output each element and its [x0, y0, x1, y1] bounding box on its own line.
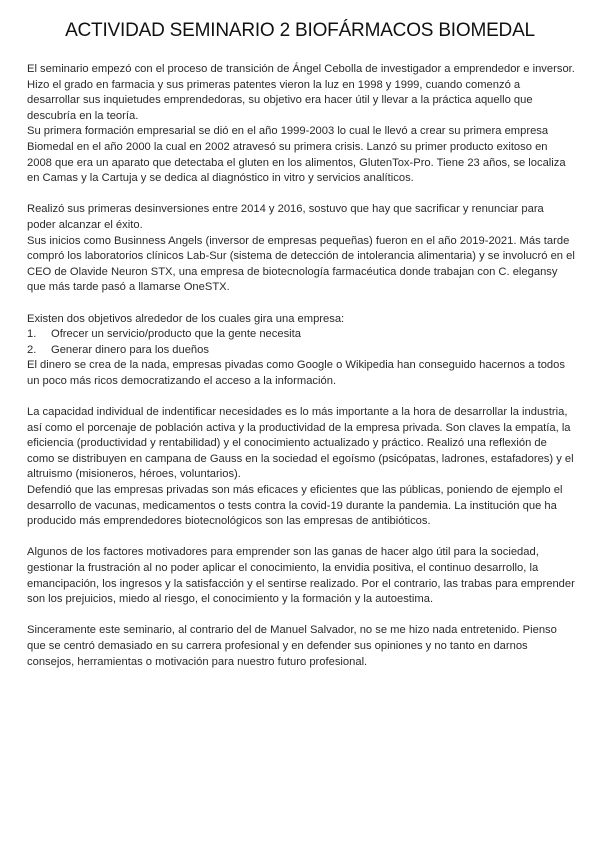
paragraph-money: El dinero se crea de la nada, empresas pivadas como Google o Wikipedia han conseguido hacernos a todos un poco más ricos democratizando el acceso a la información.: [27, 359, 565, 387]
paragraph-business-angels: Sus inicios como Businness Angels (inversor de empresas pequeñas) fueron en el año 2019-2021. Más tarde compró los laboratorios clínicos Lab-Sur (sistema de detección de intolerancia alimentaria) y se involucró en el CEO de Olavide Neuron STX, una empresa de biotecnología farmacéutica donde trabajan con C. elegansy que más tarde pasó a llamarse OneSTX.: [27, 234, 575, 294]
paragraph-intro: El seminario empezó con el proceso de transición de Ángel Cebolla de investigador a emprendedor e inversor. Hizo el grado en farmacia y sus primeras patentes vieron la luz en 1998 y 1999, cuando comenzó a desarrollar sus inquietudes emprendedoras, su objetivo era hacer útil y llevar a la práctica aquello que descubría en la teoría.: [27, 63, 575, 122]
page-title: ACTIVIDAD SEMINARIO 2 BIOFÁRMACOS BIOMEDAL: [65, 20, 535, 41]
list-item-text: Ofrecer un servicio/producto que la gente necesita: [51, 328, 301, 341]
paragraph-individual-capacity: La capacidad individual de indentificar necesidades es lo más importante a la hora de desarrollar la industria, así como el porcenaje de población activa y la productividad de la empresa privada. Son claves la empatía, la eficiencia (productividad y rentabilidad) y el conocimiento actualizado y práctico. Realizó una reflexión de como se distribuyen en campana de Gauss en la sociedad el egoísmo (psicópatas, ladrones, estafadores) y el altruismo (misioneros, héroes, voluntarios).: [27, 406, 574, 481]
paragraph-motivators: Algunos de los factores motivadores para emprender son las ganas de hacer algo útil para la sociedad, gestionar la frustración al no poder aplicar el conocimiento, la envidia positiva, el continuo desarrollo, la emancipación, los ingresos y la satisfacción y el sentirse realizado. Por el contrario, las trabas para emprender son los prejuicios, miedo al riesgo, el conocimiento y la formación y la autoestima.: [27, 546, 575, 606]
paragraph-gap: [27, 389, 575, 405]
paragraph-gap: [27, 296, 575, 312]
paragraph-objectives-intro: Existen dos objetivos alrededor de los cuales gira una empresa:: [27, 312, 345, 325]
list-item-text: Generar dinero para los dueños: [51, 343, 209, 356]
paragraph-first-company: Su primera formación empresarial se dió en el año 1999-2003 lo cual le llevó a crear su primera empresa Biomedal en el año 2000 la cual en 2002 atravesó su primera crisis. Lanzó su primer producto exitoso en 2008 que era un aparato que detectaba el gluten en los alimentos, GlutenTox-Pro. Tiene 23 años, se localiza en Camas y la Cartuja y se dedica al diagnóstico in vitro y servicios analíticos.: [27, 125, 566, 185]
paragraph-private-companies: Defendió que las empresas privadas son más eficaces y eficientes que las públicas, poniendo de ejemplo el desarrollo de vacunas, medicamentos o tests contra la covid-19 durante la pandemia. La institución que ha producido más emprendedores biotecnológicos son las empresas de antibióticos.: [27, 484, 563, 528]
paragraph-gap: [27, 608, 575, 624]
list-item-number: 2.: [27, 343, 37, 356]
list-item: [27, 327, 575, 343]
paragraph-gap: [27, 530, 575, 546]
paragraph-gap: [27, 187, 575, 203]
list-item: [27, 343, 575, 359]
paragraph-opinion: Sinceramente este seminario, al contrario del de Manuel Salvador, no se me hizo nada entretenido. Pienso que se centró demasiado en su carrera profesional y en defender sus opiniones y no tanto en darnos consejos, herramientas o motivación para nuestro futuro profesional.: [27, 624, 557, 668]
objectives-list: [27, 327, 575, 358]
document-body: [27, 62, 575, 670]
paragraph-divestments: Realizó sus primeras desinversiones entre 2014 y 2016, sostuvo que hay que sacrificar y renunciar para poder alcanzar el éxito.: [27, 203, 544, 231]
list-item-number: 1.: [27, 328, 37, 341]
